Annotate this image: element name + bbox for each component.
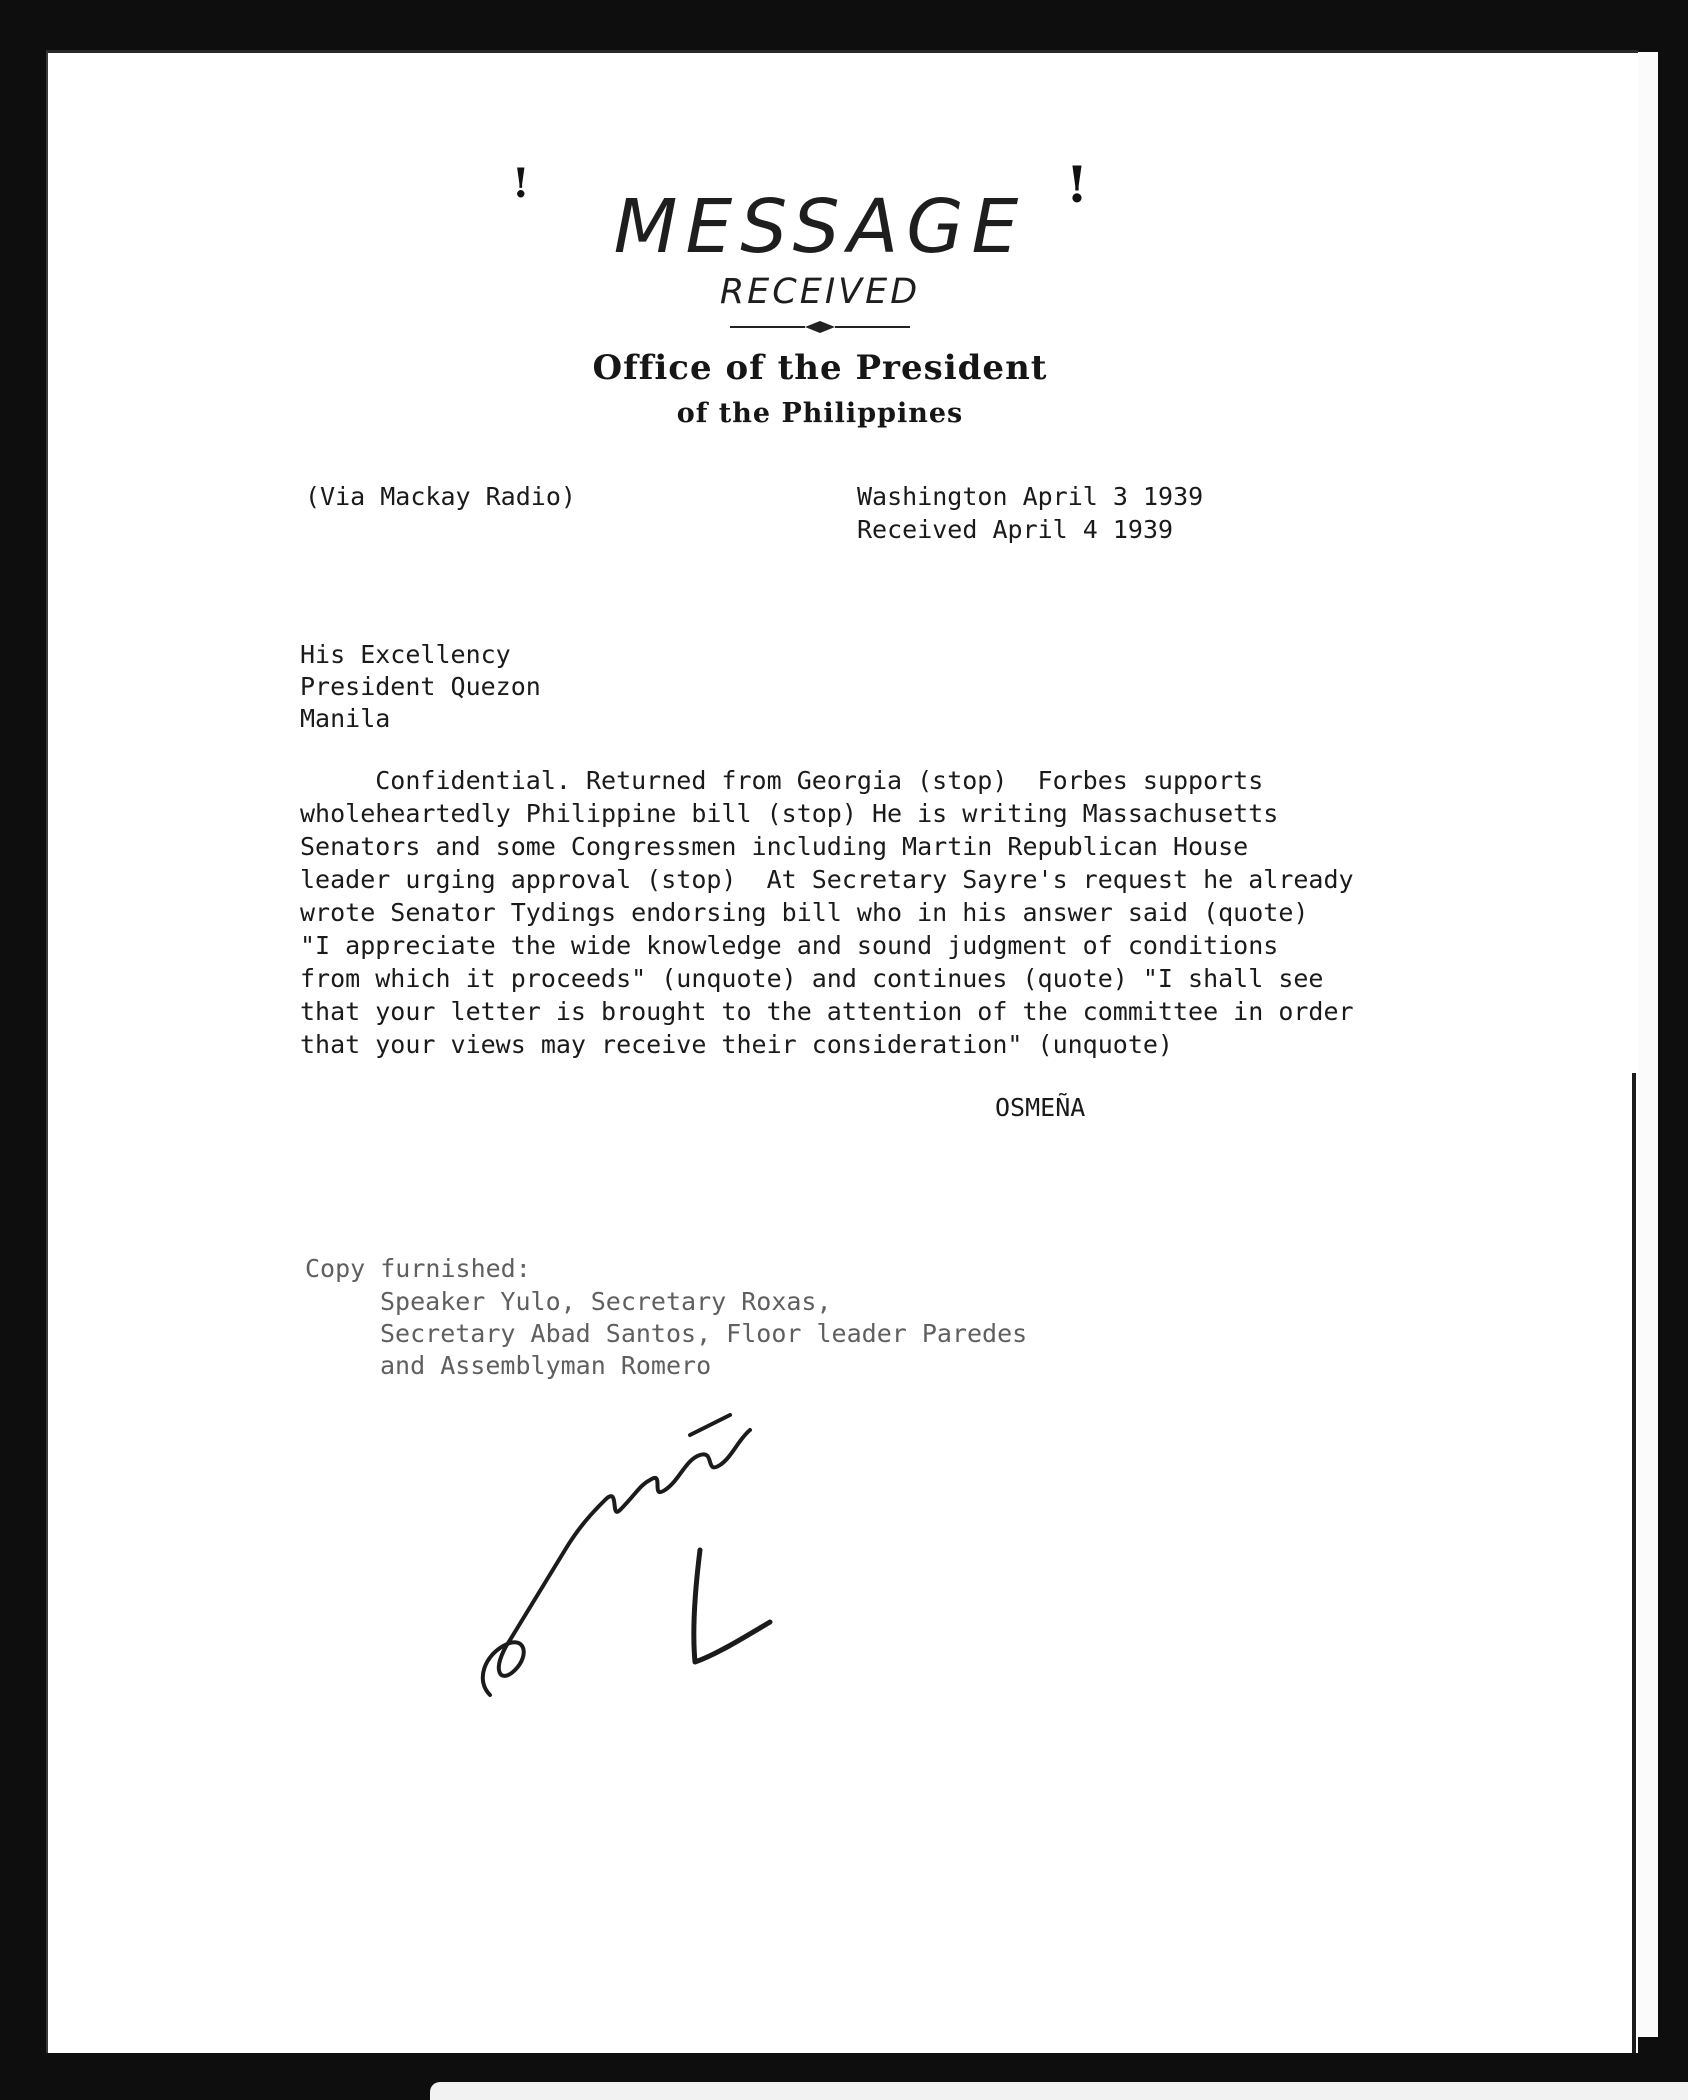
- punch-mark-right: !: [1066, 155, 1088, 214]
- letterhead-subtitle: RECEIVED: [719, 272, 921, 312]
- handwritten-distribute-note: [470, 1400, 800, 1710]
- body-line: Senators and some Congressmen including Martin Republican House: [300, 832, 1249, 861]
- received-date: Received April 4 1939: [857, 515, 1174, 544]
- letterhead-title: MESSAGE: [613, 184, 1027, 270]
- body-line: Confidential. Returned from Georgia (stop) Forbes supports: [300, 766, 1264, 795]
- addressee-title: His Excellency: [300, 640, 511, 669]
- body-line: wrote Senator Tydings endorsing bill who in his answer said (quote): [300, 898, 1309, 927]
- page-edge-line: [1632, 1073, 1636, 2053]
- body-line: that your letter is brought to the attention of the committee in order: [300, 997, 1354, 1026]
- signoff: OSMEÑA: [995, 1093, 1086, 1122]
- copy-furnished-recipients: Speaker Yulo, Secretary Roxas,: [380, 1287, 832, 1316]
- copy-furnished-recipients: Secretary Abad Santos, Floor leader Paredes: [380, 1319, 1028, 1348]
- addressee-city: Manila: [300, 704, 391, 733]
- letterhead-office: Office of the President: [592, 348, 1048, 388]
- via-line: (Via Mackay Radio): [305, 482, 576, 511]
- body-line: that your views may receive their consideration" (unquote): [300, 1030, 1173, 1059]
- copy-furnished-label: Copy furnished:: [305, 1254, 531, 1283]
- copy-furnished-recipients: and Assemblyman Romero: [380, 1351, 712, 1380]
- body-line: wholeheartedly Philippine bill (stop) He is writing Massachusetts: [300, 799, 1279, 828]
- body-line: leader urging approval (stop) At Secretary Sayre's request he already: [300, 865, 1354, 894]
- scanner-edge: [430, 2082, 1688, 2100]
- letterhead: [500, 184, 1140, 429]
- sent-date: Washington April 3 1939: [857, 482, 1204, 511]
- body-line: from which it proceeds" (unquote) and continues (quote) "I shall see: [300, 964, 1324, 993]
- ornament-divider: [670, 320, 970, 334]
- letterhead-country: of the Philippines: [676, 398, 964, 429]
- punch-mark-left: !: [512, 160, 530, 207]
- body-line: "I appreciate the wide knowledge and sound judgment of conditions: [300, 931, 1279, 960]
- addressee-name: President Quezon: [300, 672, 541, 701]
